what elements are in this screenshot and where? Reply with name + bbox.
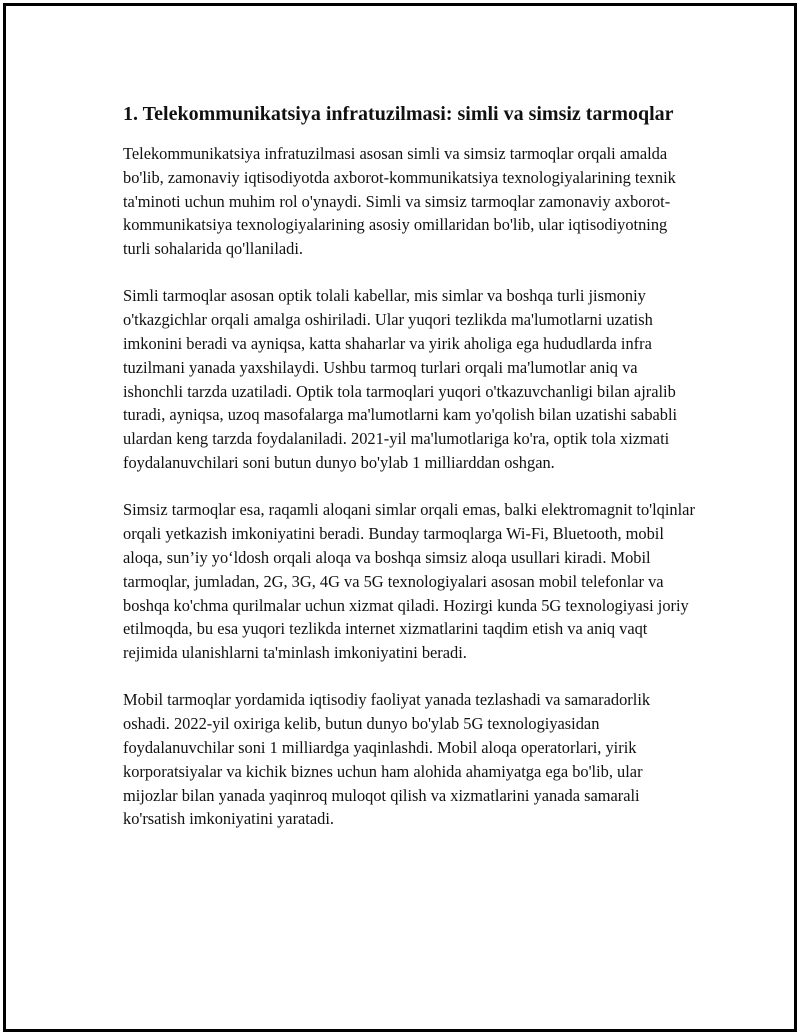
page-frame bbox=[3, 3, 797, 1032]
paragraph-mobile-networks: Mobil tarmoqlar yordamida iqtisodiy faoliyat yanada tezlashadi va samaradorlik oshadi. 2022-yil oxiriga kelib, butun dunyo bo'ylab 5G texnologiyasidan foydalanuvchilar soni 1 milliardga yaqinlashdi. Mobil aloqa operatorlari, yirik korporatsiyalar va kichik biznes uchun ham alohida ahamiyatga ega bo'lib, ular mijozlar bilan yanada yaqinroq muloqot qilish va xizmatlarini yanada samarali ko'rsatish imkoniyatini yaratadi. bbox=[123, 690, 651, 829]
paragraph-intro: Telekommunikatsiya infratuzilmasi asosan simli va simsiz tarmoqlar orqali amalda bo'lib, zamonaviy iqtisodiyotda axborot-kommunikatsiya texnologiyalarining texnik ta'minoti uchun muhim rol o'ynaydi. Simli va simsiz tarmoqlar zamonaviy axborot-kommunikatsiya texnologiyalarining asosiy omillaridan bo'lib, ular iqtisodiyotning turli sohalarida qo'llaniladi. bbox=[123, 144, 676, 259]
paragraph-wireless-networks: Simsiz tarmoqlar esa, raqamli aloqani simlar orqali emas, balki elektromagnit to'lqinlar orqali yetkazish imkoniyatini beradi. Bunday tarmoqlarga Wi-Fi, Bluetooth, mobil aloqa, sun’iy yo‘ldosh orqali aloqa va boshqa simsiz aloqa usullari kiradi. Mobil tarmoqlar, jumladan, 2G, 3G, 4G va 5G texnologiyalari asosan mobil telefonlar va boshqa ko'chma qurilmalar uchun xizmat qiladi. Hozirgi kunda 5G texnologiyasi joriy etilmoqda, bu esa yuqori tezlikda internet xizmatlarini taqdim etish va aniq vaqt rejimida ulanishlarni ta'minlash imkoniyatini beradi. bbox=[123, 500, 695, 663]
document-title: 1. Telekommunikatsiya infratuzilmasi: simli va simsiz tarmoqlar bbox=[123, 103, 674, 125]
document-body bbox=[123, 100, 698, 855]
paragraph-wired-networks: Simli tarmoqlar asosan optik tolali kabellar, mis simlar va boshqa turli jismoniy o'tkazgichlar orqali amalga oshiriladi. Ular yuqori tezlikda ma'lumotlarni uzatish imkonini beradi va ayniqsa, katta shaharlar va yirik aholiga ega hududlarda infra tuzilmani yanada yaxshilaydi. Ushbu tarmoq turlari orqali ma'lumotlar aniq va ishonchli tarzda uzatiladi. Optik tola tarmoqlari yuqori o'tkazuvchanligi bilan ajralib turadi, ayniqsa, uzoq masofalarga ma'lumotlarni kam yo'qolish bilan uzatishi sababli ulardan keng tarzda foydalaniladi. 2021-yil ma'lumotlariga ko'ra, optik tola xizmati foydalanuvchilari soni butun dunyo bo'ylab 1 milliarddan oshgan. bbox=[123, 286, 678, 473]
